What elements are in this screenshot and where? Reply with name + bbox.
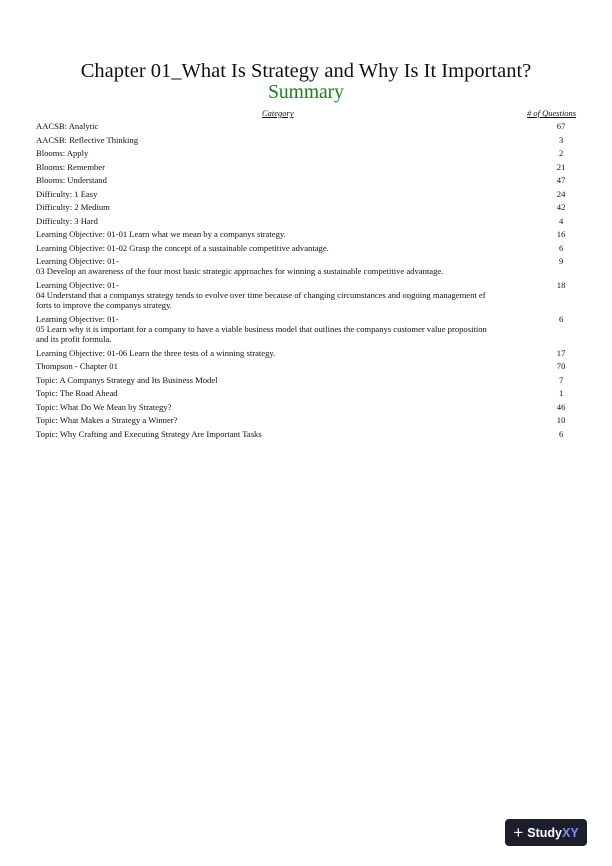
- logo-text-study: Study: [527, 825, 562, 840]
- table-row: [36, 314, 586, 345]
- row-category: Difficulty: 2 Medium: [36, 202, 110, 212]
- table-row: [36, 135, 586, 145]
- row-count: 6: [558, 242, 564, 253]
- row-category: Learning Objective: 01-02 Grasp the concept of a sustainable competitive advantage.: [36, 242, 329, 253]
- row-category: AACSB: Reflective Thinking: [36, 134, 139, 145]
- row-count: 7: [558, 374, 564, 385]
- row-count: 17: [556, 347, 566, 358]
- table-row: [36, 256, 586, 276]
- row-count: 47: [556, 175, 566, 185]
- table-row: [36, 175, 586, 185]
- table-row: [36, 243, 586, 253]
- row-count: 4: [558, 215, 564, 226]
- row-category: Learning Objective: 01- 03 Develop an awareness of the four most basic strategic approaches for winning a sustainable competitive advantage.: [36, 256, 444, 277]
- table-row: [36, 162, 586, 172]
- table-row: [36, 216, 586, 226]
- table-row: [36, 375, 586, 385]
- row-count: 67: [556, 121, 566, 131]
- table-row: [36, 229, 586, 239]
- row-category: Blooms: Remember: [36, 161, 105, 172]
- table-row: [36, 280, 586, 311]
- row-category: Thompson - Chapter 01: [36, 361, 118, 372]
- table-row: [36, 202, 586, 212]
- row-category: AACSB: Analytic: [36, 121, 99, 131]
- row-count: 9: [558, 256, 564, 266]
- row-count: 18: [556, 279, 566, 290]
- table-row: [36, 402, 586, 412]
- row-category: Learning Objective: 01-01 Learn what we mean by a companys strategy.: [36, 229, 286, 239]
- row-category: Topic: Why Crafting and Executing Strategy Are Important Tasks: [36, 428, 262, 439]
- row-category: Topic: What Do We Mean by Strategy?: [36, 401, 172, 412]
- plus-icon: +: [513, 823, 524, 842]
- page-subtitle: Summary: [268, 82, 344, 103]
- table-row: [36, 121, 586, 131]
- count-column-header: # of Questions: [527, 108, 577, 118]
- row-count: 6: [558, 428, 564, 439]
- page-title: Chapter 01_What Is Strategy and Why Is It Important?: [80, 60, 532, 82]
- logo-text-xy: XY: [561, 825, 579, 840]
- row-category: Difficulty: 3 Hard: [36, 215, 98, 226]
- row-count: 3: [558, 134, 564, 145]
- row-category: Topic: The Road Ahead: [36, 388, 118, 399]
- table-row: [36, 429, 586, 439]
- row-category: Difficulty: 1 Easy: [36, 188, 98, 199]
- row-count: 10: [556, 415, 566, 426]
- row-category: Topic: A Companys Strategy and Its Business Model: [36, 374, 218, 385]
- table-row: [36, 148, 586, 158]
- table-row: [36, 348, 586, 358]
- row-count: 21: [556, 161, 566, 172]
- studyxy-logo[interactable]: [505, 819, 587, 846]
- category-column-header: Category: [262, 108, 294, 118]
- row-category: Learning Objective: 01- 05 Learn why it is important for a company to have a viable business model that outlines the companys customer value proposition and its profit formula.: [36, 313, 487, 345]
- table-row: [36, 388, 586, 398]
- row-category: Topic: What Makes a Strategy a Winner?: [36, 415, 178, 426]
- summary-table: [36, 121, 586, 442]
- row-count: 16: [556, 229, 566, 239]
- row-count: 70: [556, 361, 566, 372]
- row-category: Learning Objective: 01-06 Learn the three tests of a winning strategy.: [36, 347, 276, 358]
- row-count: 6: [558, 313, 564, 324]
- row-category: Blooms: Understand: [36, 175, 107, 185]
- row-count: 2: [558, 148, 564, 158]
- row-category: Learning Objective: 01- 04 Understand that a companys strategy tends to evolve over time because of changing circumstances and ongoing management ef forts to improve the companys strategy.: [36, 279, 486, 311]
- table-row: [36, 415, 586, 425]
- row-count: 24: [556, 188, 566, 199]
- row-count: 42: [556, 202, 566, 212]
- row-category: Blooms: Apply: [36, 148, 89, 158]
- row-count: 1: [558, 388, 564, 399]
- table-row: [36, 189, 586, 199]
- row-count: 46: [556, 401, 566, 412]
- table-row: [36, 361, 586, 371]
